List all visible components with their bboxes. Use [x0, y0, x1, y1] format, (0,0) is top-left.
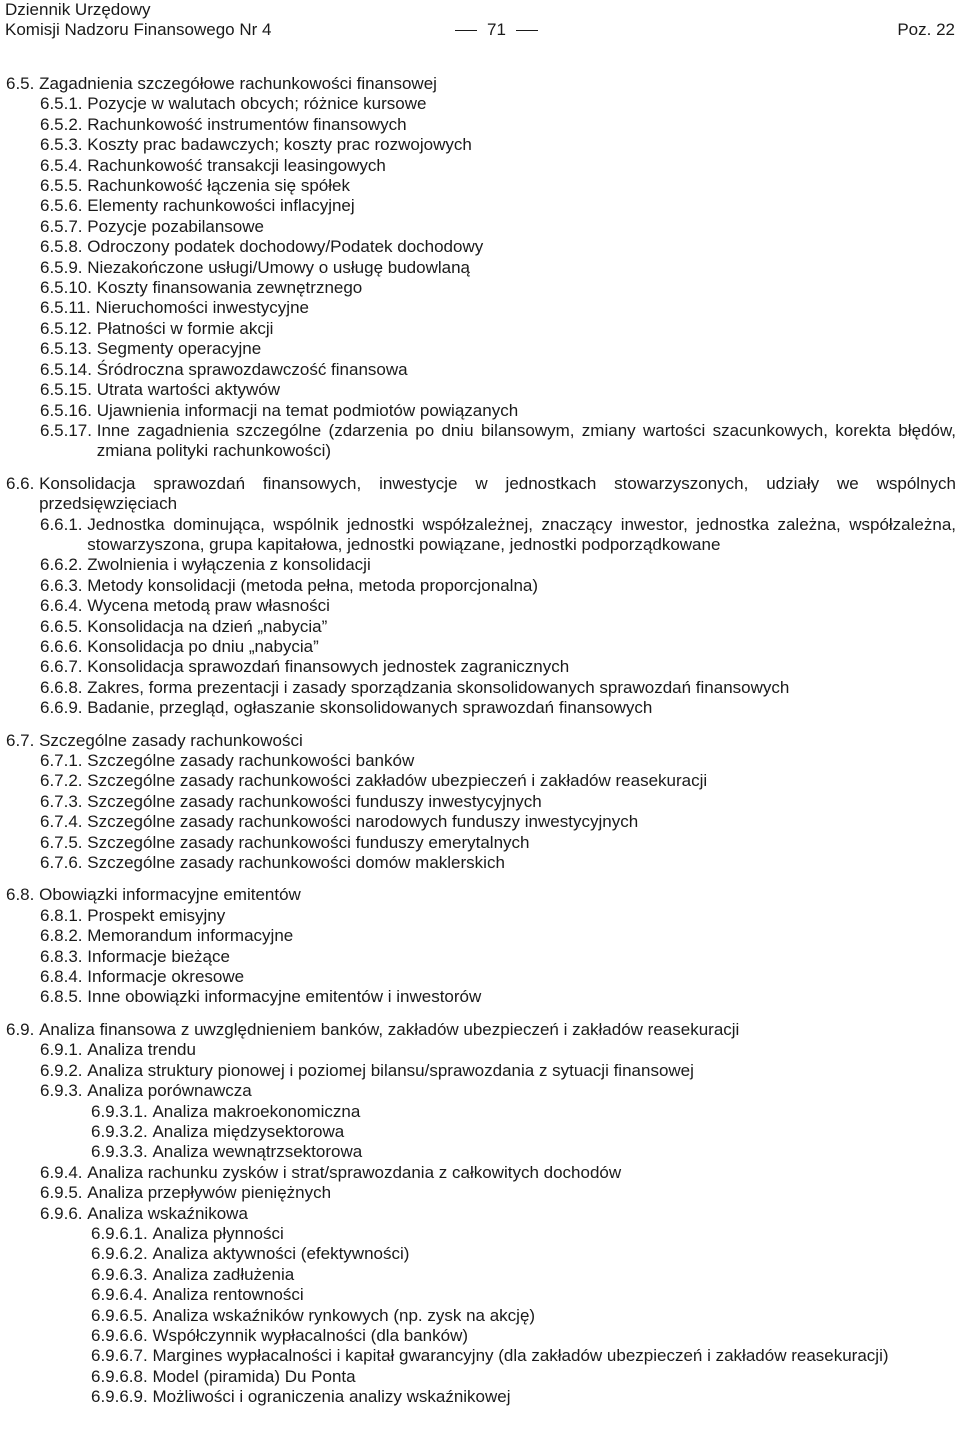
item-text: Szczególne zasady rachunkowości: [39, 730, 303, 750]
sub-list-item: [6, 1142, 956, 1162]
item-number: 6.9.6.9.: [91, 1387, 153, 1407]
section-heading: [6, 885, 956, 905]
item-number: 6.9.2.: [40, 1060, 88, 1080]
page-number: [445, 20, 548, 40]
list-item: [6, 298, 956, 318]
section-6-6: [6, 474, 956, 719]
item-text: Koszty finansowania zewnętrznego: [96, 278, 363, 298]
item-text: Metody konsolidacji (metoda pełna, metoda proporcjonalna): [87, 575, 539, 595]
item-text: Zagadnienia szczegółowe rachunkowości finansowej: [39, 74, 437, 93]
item-number: 6.9.1.: [40, 1040, 88, 1060]
item-text: Rachunkowość transakcji leasingowych: [87, 155, 386, 175]
item-number: 6.5.2.: [40, 114, 88, 134]
item-text: Zwolnienia i wyłączenia z konsolidacji: [87, 555, 371, 575]
list-item: [6, 94, 956, 114]
journal-title-line1: Dziennik Urzędowy: [5, 0, 151, 19]
item-text: Koszty prac badawczych; koszty prac rozwojowych: [87, 135, 472, 155]
section-heading: [6, 731, 956, 751]
item-text: Śródroczna sprawozdawczość finansowa: [96, 359, 408, 379]
item-number: 6.7.4.: [40, 812, 88, 832]
item-number: 6.5.1.: [40, 94, 88, 114]
item-number: 6.5.13.: [40, 339, 97, 359]
item-number: 6.5.10.: [40, 278, 97, 298]
item-text: Analiza struktury pionowej i poziomej bilansu/sprawozdania z sytuacji finansowej: [87, 1060, 694, 1080]
item-text: Memorandum informacyjne: [87, 926, 294, 946]
list-item: [6, 156, 956, 176]
item-number: 6.5.9.: [40, 257, 88, 277]
item-number: 6.9.3.3.: [91, 1142, 153, 1162]
item-number: 6.7.2.: [40, 771, 88, 791]
document-body: [6, 74, 956, 1420]
item-text: Rachunkowość łączenia się spółek: [87, 176, 350, 196]
item-text: Analiza trendu: [87, 1040, 196, 1060]
list-item: [6, 421, 956, 462]
item-text: Analiza wskaźników rynkowych (np. zysk na akcję): [152, 1305, 536, 1325]
item-text: Szczególne zasady rachunkowości narodowych funduszy inwestycyjnych: [87, 812, 639, 832]
list-item: [6, 812, 956, 832]
list-item: [6, 947, 956, 967]
section-heading: [6, 474, 956, 515]
item-text: Pozycje w walutach obcych; różnice kursowe: [87, 94, 427, 114]
sub-list-item: [6, 1122, 956, 1142]
item-text: Szczególne zasady rachunkowości funduszy emerytalnych: [87, 832, 530, 852]
item-number: 6.9.3.1.: [91, 1101, 153, 1121]
sub-list-item: [6, 1244, 956, 1264]
item-number: 6.9.3.2.: [91, 1121, 153, 1141]
section-6-7: [6, 731, 956, 874]
item-text: Analiza makroekonomiczna: [152, 1101, 361, 1121]
item-number: 6.7.5.: [40, 832, 88, 852]
item-text: Analiza aktywności (efektywności): [152, 1244, 410, 1264]
list-item: [6, 380, 956, 400]
item-text: Analiza zadłużenia: [152, 1264, 295, 1284]
item-number: 6.5.17.: [40, 420, 97, 440]
item-text: Inne obowiązki informacyjne emitentów i inwestorów: [87, 987, 482, 1007]
list-item: [6, 853, 956, 873]
list-item: [6, 926, 956, 946]
item-text: Model (piramida) Du Ponta: [152, 1366, 356, 1386]
item-text: Margines wypłacalności i kapitał gwarancyjny (dla zakładów ubezpieczeń i zakładów reasekuracji): [152, 1346, 889, 1366]
list-item: [6, 515, 956, 556]
item-number: 6.5.8.: [40, 237, 88, 257]
item-number: 6.6.7.: [40, 657, 88, 677]
item-number: 6.5.5.: [40, 176, 88, 196]
dash-left: [455, 30, 477, 31]
journal-title: [5, 0, 271, 40]
list-item: [6, 555, 956, 575]
list-item: [6, 751, 956, 771]
item-number: 6.6.6.: [40, 636, 88, 656]
sub-list-item: [6, 1265, 956, 1285]
list-item: [6, 217, 956, 237]
item-text: Odroczony podatek dochodowy/Podatek dochodowy: [87, 237, 484, 257]
list-item: [6, 401, 956, 421]
list-item: [6, 237, 956, 257]
item-number: 6.5.3.: [40, 135, 88, 155]
item-text: Szczególne zasady rachunkowości zakładów ubezpieczeń i zakładów reasekuracji: [87, 771, 708, 791]
item-text: Pozycje pozabilansowe: [87, 216, 264, 236]
list-item: [6, 339, 956, 359]
list-item: [6, 1081, 956, 1101]
item-text: Elementy rachunkowości inflacyjnej: [87, 196, 355, 216]
list-item: [6, 678, 956, 698]
item-number: 6.6.: [6, 473, 40, 493]
item-text: Zakres, forma prezentacji i zasady sporządzania skonsolidowanych sprawozdań finansowych: [87, 677, 790, 697]
item-number: 6.5.14.: [40, 359, 97, 379]
page-number-value: 71: [487, 20, 506, 39]
item-text: Informacje okresowe: [87, 967, 245, 987]
item-text: Szczególne zasady rachunkowości funduszy inwestycyjnych: [87, 791, 542, 811]
item-number: 6.6.3.: [40, 575, 88, 595]
sub-list-item: [6, 1224, 956, 1244]
item-number: 6.9.6.3.: [91, 1264, 153, 1284]
section-6-5: [6, 74, 956, 462]
list-item: [6, 319, 956, 339]
item-number: 6.9.6.6.: [91, 1325, 153, 1345]
item-number: 6.7.1.: [40, 751, 88, 770]
sub-list-item: [6, 1387, 956, 1407]
item-text: Analiza porównawcza: [87, 1081, 252, 1101]
item-text: Możliwości i ograniczenia analizy wskaźnikowej: [152, 1387, 511, 1407]
item-text: Analiza przepływów pieniężnych: [87, 1183, 332, 1203]
item-number: 6.5.16.: [40, 400, 97, 420]
journal-title-line2: Komisji Nadzoru Finansowego Nr 4: [5, 20, 272, 39]
item-number: 6.5.4.: [40, 155, 88, 175]
list-item: [6, 906, 956, 926]
item-number: 6.9.: [6, 1019, 40, 1039]
item-number: 6.9.6.1.: [91, 1223, 153, 1243]
list-item: [6, 967, 956, 987]
page-header: [5, 0, 955, 40]
item-number: 6.5.12.: [40, 318, 97, 338]
item-number: 6.9.6.2.: [91, 1244, 153, 1264]
item-text: Analiza wskaźnikowa: [87, 1203, 248, 1223]
list-item: [6, 1040, 956, 1060]
item-number: 6.6.4.: [40, 596, 88, 616]
position-number: Poz. 22: [897, 20, 955, 39]
item-text: Współczynnik wypłacalności (dla banków): [152, 1325, 469, 1345]
item-number: 6.5.: [6, 74, 40, 93]
list-item: [6, 258, 956, 278]
item-text: Segmenty operacyjne: [96, 339, 262, 359]
sub-list-item: [6, 1285, 956, 1305]
list-item: [6, 176, 956, 196]
item-number: 6.9.3.: [40, 1081, 88, 1101]
list-item: [6, 360, 956, 380]
item-number: 6.9.6.4.: [91, 1285, 153, 1305]
list-item: [6, 657, 956, 677]
item-number: 6.5.6.: [40, 196, 88, 216]
item-text: Obowiązki informacyjne emitentów: [39, 885, 301, 905]
list-item: [6, 698, 956, 718]
sub-list-item: [6, 1306, 956, 1326]
item-text: Wycena metodą praw własności: [87, 596, 330, 616]
item-text: Konsolidacja sprawozdań finansowych jednostek zagranicznych: [87, 657, 570, 677]
dash-right: [516, 30, 538, 31]
item-number: 6.5.15.: [40, 380, 97, 400]
list-item: [6, 987, 956, 1007]
item-text: Ujawnienia informacji na temat podmiotów powiązanych: [96, 400, 519, 420]
sub-list-item: [6, 1346, 956, 1366]
item-number: 6.7.: [6, 730, 40, 750]
list-item: [6, 1183, 956, 1203]
item-text: Konsolidacja na dzień „nabycia”: [87, 616, 328, 636]
sub-list-item: [6, 1367, 956, 1387]
list-item: [6, 1204, 956, 1224]
sub-list-item: [6, 1102, 956, 1122]
item-number: 6.9.4.: [40, 1162, 88, 1182]
section-heading: [6, 1020, 956, 1040]
item-number: 6.8.: [6, 885, 40, 905]
list-item: [6, 196, 956, 216]
item-number: 6.8.3.: [40, 946, 88, 966]
item-number: 6.7.6.: [40, 853, 88, 873]
item-text: Prospekt emisyjny: [87, 905, 226, 925]
item-number: 6.8.4.: [40, 967, 88, 987]
item-number: 6.8.5.: [40, 987, 88, 1007]
item-text: Analiza finansowa z uwzględnieniem banków, zakładów ubezpieczeń i zakładów reasekuracji: [39, 1019, 740, 1039]
list-item: [6, 1163, 956, 1183]
sub-list-item: [6, 1326, 956, 1346]
section-6-8: [6, 885, 956, 1007]
item-text: Analiza płynności: [152, 1223, 284, 1243]
item-number: 6.9.6.8.: [91, 1366, 153, 1386]
list-item: [6, 1061, 956, 1081]
item-number: 6.5.11.: [40, 298, 96, 318]
item-number: 6.6.1.: [40, 514, 88, 534]
item-text: Analiza rachunku zysków i strat/sprawozdania z całkowitych dochodów: [87, 1162, 622, 1182]
item-number: 6.5.7.: [40, 216, 88, 236]
item-text: Nieruchomości inwestycyjne: [95, 298, 309, 318]
list-item: [6, 576, 956, 596]
item-text: Konsolidacja sprawozdań finansowych, inwestycje w jednostkach stowarzyszonych, udziały we wspólnych przedsięwzięciach: [39, 473, 956, 514]
item-text: Szczególne zasady rachunkowości domów maklerskich: [87, 853, 505, 873]
item-number: 6.9.6.7.: [91, 1346, 153, 1366]
item-text: Inne zagadnienia szczególne (zdarzenia po dniu bilansowym, zmiany wartości szacunkowych, korekta błędów, zmiana polityki rachunkowości): [96, 420, 956, 461]
item-text: Analiza międzysektorowa: [152, 1121, 345, 1141]
list-item: [6, 115, 956, 135]
section-6-9: [6, 1020, 956, 1408]
item-text: Badanie, przegląd, ogłaszanie skonsolidowanych sprawozdań finansowych: [87, 698, 653, 718]
list-item: [6, 771, 956, 791]
item-text: Informacje bieżące: [87, 946, 230, 966]
item-text: Rachunkowość instrumentów finansowych: [87, 114, 407, 134]
item-number: 6.9.6.5.: [91, 1305, 153, 1325]
list-item: [6, 792, 956, 812]
item-number: 6.7.3.: [40, 791, 88, 811]
item-text: Konsolidacja po dniu „nabycia”: [87, 636, 319, 656]
item-number: 6.9.5.: [40, 1183, 88, 1203]
item-number: 6.8.2.: [40, 926, 88, 946]
item-number: 6.6.2.: [40, 555, 88, 575]
item-number: 6.6.8.: [40, 677, 88, 697]
item-text: Utrata wartości aktywów: [96, 380, 280, 400]
list-item: [6, 278, 956, 298]
list-item: [6, 833, 956, 853]
item-text: Niezakończone usługi/Umowy o usługę budowlaną: [87, 257, 470, 277]
item-text: Jednostka dominująca, wspólnik jednostki współzależnej, znaczący inwestor, jednostka zależna, współzależna, stowarzyszona, grupa kapitałowa, jednostki powiązane, jednostki podporządkowane: [87, 514, 956, 554]
item-number: 6.6.9.: [40, 698, 88, 718]
list-item: [6, 637, 956, 657]
list-item: [6, 617, 956, 637]
item-text: Szczególne zasady rachunkowości banków: [87, 751, 415, 770]
list-item: [6, 596, 956, 616]
item-text: Analiza rentowności: [152, 1285, 304, 1305]
item-number: 6.6.5.: [40, 616, 88, 636]
item-number: 6.9.6.: [40, 1203, 88, 1223]
item-number: 6.8.1.: [40, 905, 88, 925]
item-text: Analiza wewnątrzsektorowa: [152, 1142, 363, 1162]
section-heading: [6, 74, 956, 94]
item-text: Płatności w formie akcji: [96, 318, 274, 338]
list-item: [6, 135, 956, 155]
